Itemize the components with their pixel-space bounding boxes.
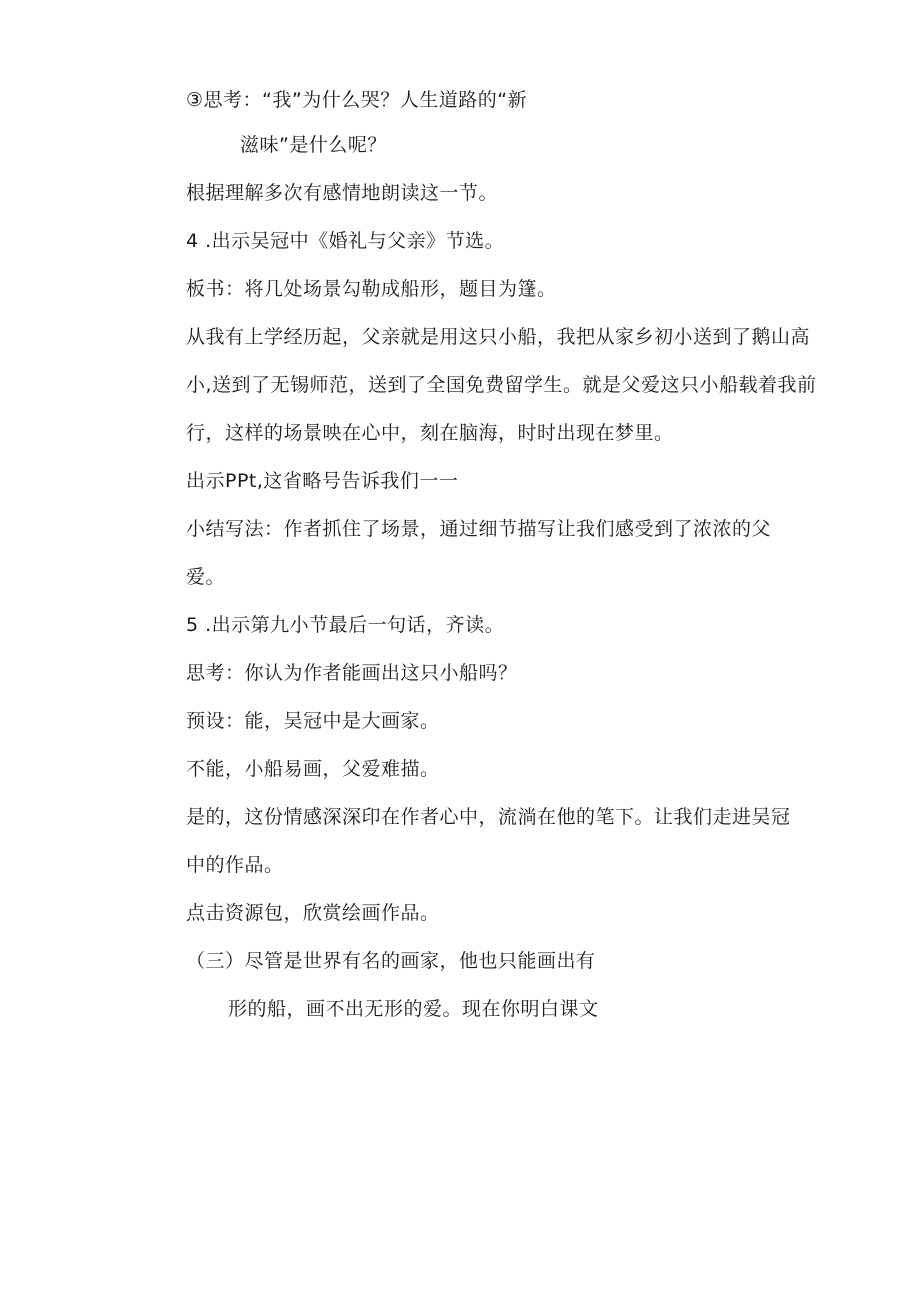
text-line-item-5: 5 .出示第九小节最后一句话，齐读。 [186, 614, 505, 636]
text-line-think-boat: 思考：你认为作者能画出这只小船吗？ [186, 662, 518, 684]
text-line-summary-cont: 爱。 [186, 566, 226, 588]
text-line-ppt: 出示PPt,这省略号告诉我们一一 [186, 470, 459, 492]
text-line-section-3: （三）尽管是世界有名的画家，他也只能画出有 [186, 950, 596, 972]
text-line-excerpt-1: 从我有上学经历起，父亲就是用这只小船，我把从家乡初小送到了鹅山高 [186, 326, 811, 348]
text-line-preset-yes: 预设：能，吴冠中是大画家。 [186, 710, 440, 732]
text-line-resource: 点击资源包，欣赏绘画作品。 [186, 902, 440, 924]
text-line-thinking-question-cont: 滋味”是什么呢？ [240, 134, 387, 156]
text-line-emotion: 是的，这份情感深深印在作者心中，流淌在他的笔下。让我们走进吴冠 [186, 806, 791, 828]
text-line-read-aloud: 根据理解多次有感情地朗读这一节。 [186, 182, 499, 204]
text-line-excerpt-3: 行，这样的场景映在心中，刻在脑海，时时出现在梦里。 [186, 422, 674, 444]
text-line-section-3-cont: 形的船，画不出无形的爱。现在你明白课文 [228, 998, 599, 1020]
text-line-item-4: 4 .出示吴冠中《婚礼与父亲》节选。 [186, 230, 505, 252]
text-line-blackboard: 板书：将几处场景勾勒成船形，题目为篷。 [186, 278, 557, 300]
text-line-excerpt-2: 小,送到了无锡师范，送到了全国免费留学生。就是父爱这只小船载着我前 [186, 374, 817, 396]
text-line-preset-no: 不能，小船易画，父爱难描。 [186, 758, 440, 780]
text-line-thinking-question: ③思考：“我”为什么哭？人生道路的“新 [186, 89, 528, 111]
text-line-summary: 小结写法：作者抓住了场景，通过细节描写让我们感受到了浓浓的父 [186, 518, 772, 540]
text-line-emotion-cont: 中的作品。 [186, 854, 284, 876]
